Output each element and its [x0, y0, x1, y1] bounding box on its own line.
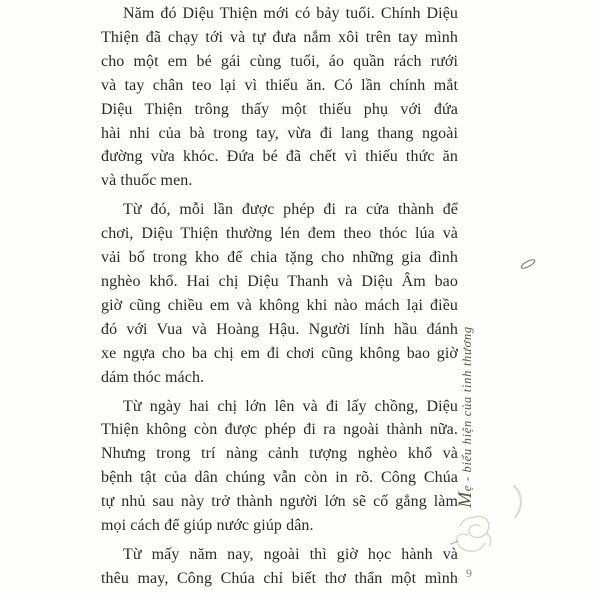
text-line: mọi cách để giúp nước giúp dân. [101, 517, 314, 535]
text-line: và thuốc men. [101, 172, 193, 190]
text-line: chơi, Diệu Thiện thường lén đem theo thóc lúa và [101, 225, 458, 243]
text-line: hài nhi của bà trong tay, vừa đi lang thang ngoài [101, 124, 458, 142]
text-line: bệnh tật của dân chúng vẫn còn in rõ. Công Chúa [101, 469, 458, 487]
text-line: dám thóc mách. [101, 368, 205, 386]
text-line: thêu may, Công Chúa chỉ biết thơ thẩn một mình [101, 569, 458, 587]
paragraph [101, 395, 458, 538]
page-edge-curve-mark [511, 484, 527, 520]
text-line: Từ ngày hai chị lớn lên và đi lấy chồng, Diệu [123, 397, 458, 415]
text-line: đường vừa khóc. Đứa bé đã chết vì thiếu thức ăn [101, 148, 458, 166]
text-line: cho một em bé gái cùng tuổi, áo quần rách rưới [101, 52, 458, 70]
paragraph [101, 198, 458, 389]
paragraph [101, 2, 458, 193]
body-text [101, 2, 458, 591]
stray-oval-mark [517, 254, 539, 274]
side-title-vertical: Mẹ - biểu hiện của tình thương [455, 326, 476, 508]
text-line: đó với Vua và Hoàng Hậu. Người lính hầu đánh [101, 320, 458, 338]
text-line: tự nhủ sau này trở thành người lớn sẽ cố gắng làm [101, 493, 458, 511]
text-line: giờ cũng chiều em và không khi nào mách lại điều [101, 296, 458, 314]
text-line: Diệu Thiện trông thấy một thiếu phụ với đứa [101, 100, 458, 118]
text-line: vải bố trong kho để chia tặng cho những gia đình [101, 249, 458, 267]
text-line: Thiện không còn được phép đi ra ngoài thành nữa. [101, 421, 458, 439]
text-line: và tay chân teo lại vì thiếu ăn. Có lần chính mắt [101, 76, 458, 94]
paragraph [101, 543, 458, 591]
text-line: nghèo khổ. Hai chị Diệu Thanh và Diệu Âm bao [101, 272, 458, 290]
page-number: 9 [466, 566, 472, 580]
text-line: Từ đó, mỗi lần được phép đi ra cửa thành để [123, 201, 458, 219]
text-line: Năm đó Diệu Thiện mới có bảy tuổi. Chính Diệu [123, 5, 458, 22]
text-line: Nhưng trong trí nàng cảnh tượng nghèo khổ và [101, 445, 458, 463]
text-line: xe ngựa cho ba chị em đi chơi cũng không bao giờ [101, 344, 458, 362]
flourish-ornament [447, 511, 497, 559]
text-line: Từ mấy năm nay, ngoài thì giờ học hành và [123, 545, 458, 563]
text-line: Thiện đã chạy tới và tự đưa nắm xôi trên tay mình [101, 28, 458, 46]
